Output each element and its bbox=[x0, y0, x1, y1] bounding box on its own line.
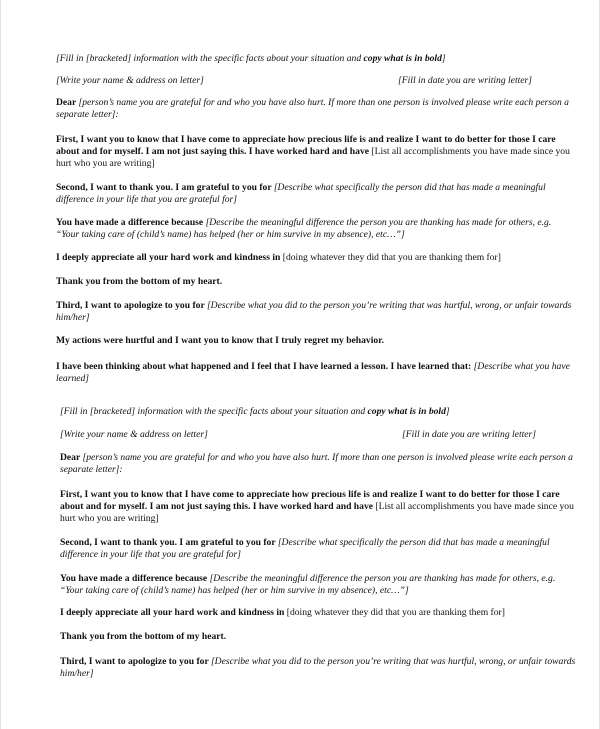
second-paragraph: Second, I want to thank you. I am grateful to you for [Describe what specifically the person did that has made a meaningful difference in your life that you are grateful for] bbox=[60, 537, 550, 560]
first-paragraph: First, I want you to know that I have come to appreciate how precious life is and realize I want to do better for those I care about and for myself. I am not just saying this. I have worked hard and have [List all accomplishments you have made since you hurt who you are writing] bbox=[56, 134, 570, 169]
first-paragraph: First, I want you to know that I have come to appreciate how precious life is and realize I want to do better for those I care about and for myself. I am not just saying this. I have worked hard and have [List all accomplishments you have made since you hurt who you are writing] bbox=[60, 489, 574, 524]
thank-you-line: Thank you from the bottom of my heart. bbox=[60, 631, 227, 642]
name-address-placeholder: [Write your name & address on letter] bbox=[56, 75, 204, 86]
second-paragraph: Second, I want to thank you. I am grateful to you for [Describe what specifically the person did that has made a meaningful difference in your life that you are grateful for] bbox=[56, 182, 546, 205]
thank-you-line: Thank you from the bottom of my heart. bbox=[56, 276, 223, 287]
instruction-line: [Fill in [bracketed] information with the specific facts about your situation and copy what is in bold] bbox=[60, 406, 450, 417]
third-paragraph: Third, I want to apologize to you for [Describe what you did to the person you’re writing that was hurtful, wrong, or unfair towards him/her] bbox=[56, 300, 572, 323]
difference-paragraph: You have made a difference because [Describe the meaningful difference the person you are thanking has made for others, e.g. “Your taking care of (child’s name) has helped (her or him survive in my absence), etc…”] bbox=[60, 573, 556, 596]
appreciate-paragraph: I deeply appreciate all your hard work and kindness in [doing whatever they did that you are thanking them for] bbox=[60, 607, 505, 618]
header-line bbox=[56, 75, 576, 87]
salutation-paragraph: Dear [person’s name you are grateful for and who you have also hurt. If more than one person is involved please write each person a separate letter]: bbox=[60, 452, 573, 475]
date-placeholder: [Fill in date you are writing letter] bbox=[402, 429, 536, 440]
header-line bbox=[60, 429, 580, 441]
third-paragraph: Third, I want to apologize to you for [Describe what you did to the person you’re writing that was hurtful, wrong, or unfair towards him/her] bbox=[60, 656, 576, 679]
appreciate-paragraph: I deeply appreciate all your hard work and kindness in [doing whatever they did that you are thanking them for] bbox=[56, 252, 501, 263]
regret-line: My actions were hurtful and I want you to know that I truly regret my behavior. bbox=[56, 335, 384, 346]
lesson-paragraph: I have been thinking about what happened and I feel that I have learned a lesson. I have learned that: [Describe what you have learned] bbox=[56, 361, 570, 384]
difference-paragraph: You have made a difference because [Describe the meaningful difference the person you are thanking has made for others, e.g. “Your taking care of (child’s name) has helped (her or him survive in my absence), etc…”] bbox=[56, 217, 552, 240]
date-placeholder: [Fill in date you are writing letter] bbox=[398, 75, 532, 86]
salutation-paragraph: Dear [person’s name you are grateful for and who you have also hurt. If more than one person is involved please write each person a separate letter]: bbox=[56, 97, 569, 120]
instruction-line: [Fill in [bracketed] information with the specific facts about your situation and copy what is in bold] bbox=[56, 53, 446, 64]
name-address-placeholder: [Write your name & address on letter] bbox=[60, 429, 208, 440]
